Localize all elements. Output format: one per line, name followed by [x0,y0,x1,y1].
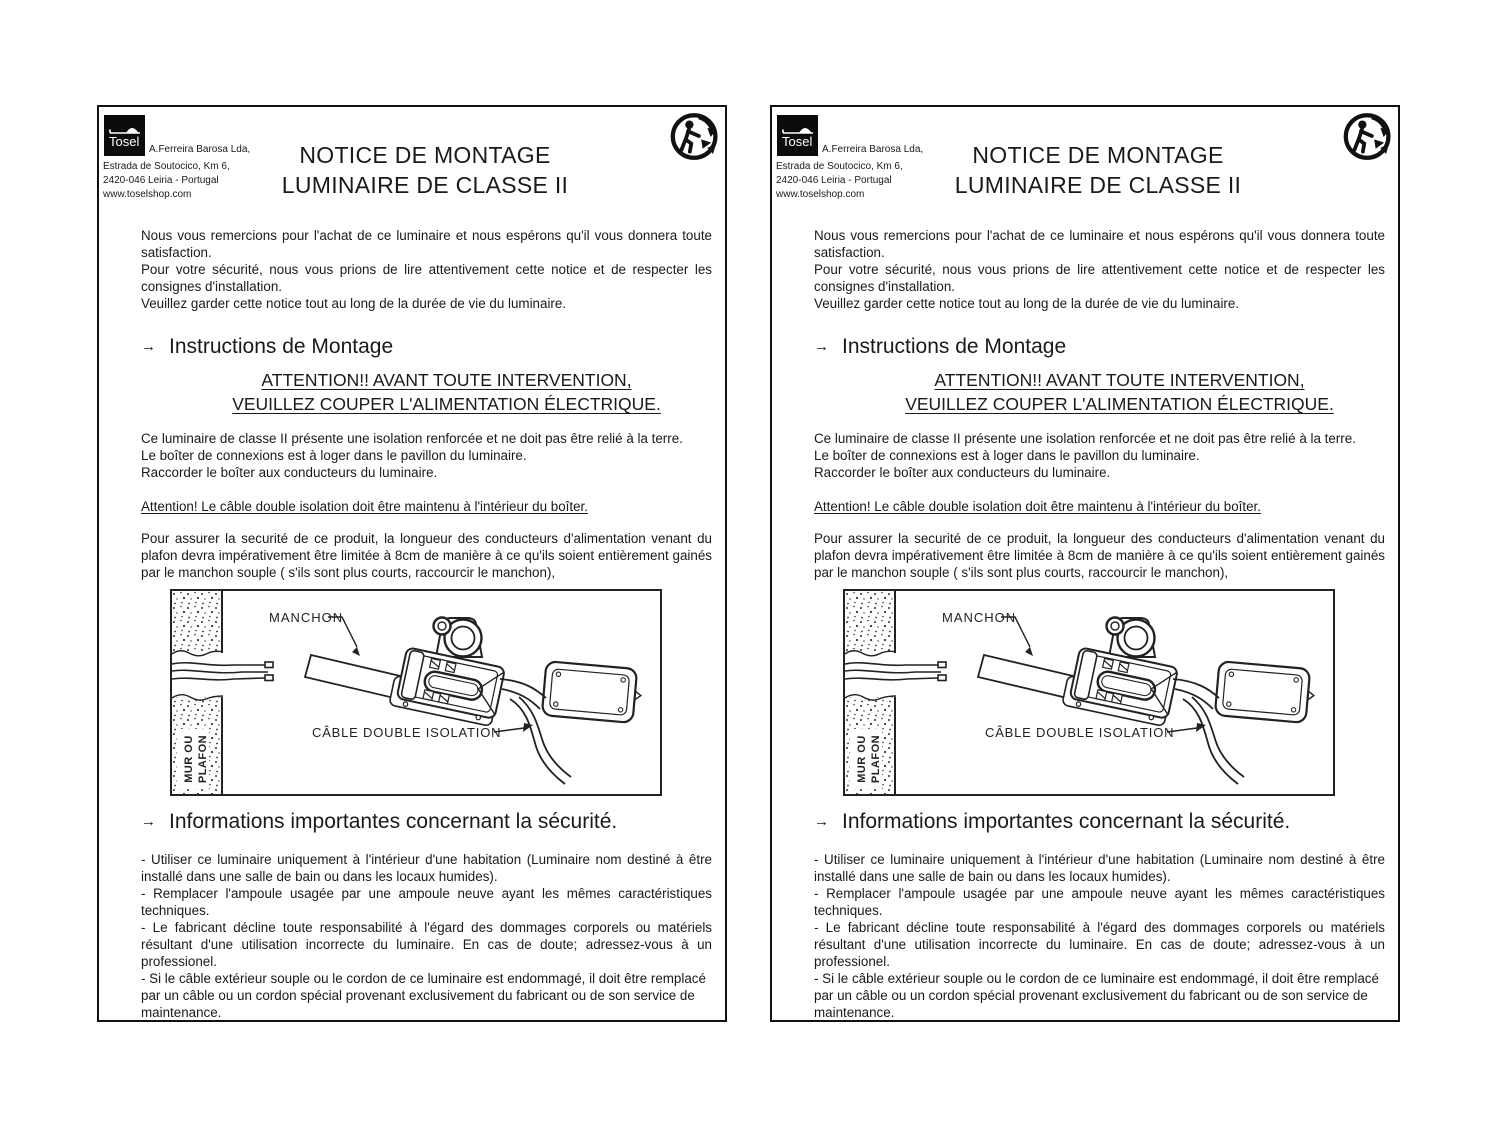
document-title [772,140,1398,200]
supply-wires [845,662,946,681]
body-line: Raccorder le boîter aux conducteurs du luminaire. [141,465,438,480]
hanging-ring [434,618,483,658]
arrow-bullet-icon: → [141,813,156,830]
intro-line: Veuillez garder cette notice tout au long de la durée de vie du luminaire. [814,296,1240,311]
class2-paragraph [141,430,712,481]
connection-box [389,646,505,727]
manchon-label: MANCHON [269,610,344,625]
notice-page-left [97,105,727,1022]
intro-paragraphs [141,227,712,312]
section-heading-text: Informations importantes concernant la sécurité. [842,810,1291,833]
wall-label [850,729,882,789]
address-line: 2420-046 Leiria - Portugal [776,175,892,186]
body-line: Ce luminaire de classe II présente une isolation renforcée et ne doit pas être relié à la terre. [814,431,1356,446]
triman-recycling-icon [669,110,723,163]
safety-bullet: - Utiliser ce luminaire uniquement à l'intérieur d'une habitation (Luminaire nom destiné à être installé dans une salle de bain ou dans les locaux humides). [141,852,712,884]
cable-label: CÂBLE DOUBLE ISOLATION [312,725,502,740]
address-line: Estrada de Soutocico, Km 6, [103,161,230,172]
logo-brand-text: Tosel [109,134,140,149]
supply-wires [172,662,273,681]
hanging-ring [1107,618,1156,658]
section-heading-text: Instructions de Montage [169,335,394,358]
cover-box [542,661,643,723]
intro-paragraphs [814,227,1385,312]
wall-label-line1: MUR OU [183,735,195,783]
website-url: www.toselshop.com [103,189,192,200]
section-heading-text: Informations importantes concernant la sécurité. [169,810,618,833]
safety-bullet: - Le fabricant décline toute responsabilité à l'égard des dommages corporels ou matériels résultant d'une utilisation incorrecte du luminaire. En cas de doute; adressez-vous à un professionel. [141,920,712,969]
installation-diagram [170,589,662,796]
sleeve-paragraph: Pour assurer la securité de ce produit, la longueur des conducteurs d'alimentation venant du plafon devra impérativement être limitée à 8cm de manière à ce qu'ils soient entièrement gainés par le manchon souple ( s'ils sont plus courts, raccourcir le manchon), [141,531,712,580]
warning-line-2: VEUILLEZ COUPER L'ALIMENTATION ÉLECTRIQUE. [232,394,661,414]
warning-line-1: ATTENTION!! AVANT TOUTE INTERVENTION, [261,370,632,390]
safety-bullet: - Si le câble extérieur souple ou le cordon de ce luminaire est endommagé, il doit être remplacé par un câble ou un cordon spécial provenant exclusivement du fabricant ou de son service de maintenance. [141,971,706,1020]
manchon-label: MANCHON [942,610,1017,625]
intro-line: Veuillez garder cette notice tout au long de la durée de vie du luminaire. [141,296,567,311]
safety-bullet-list [814,851,1385,1021]
section-heading-montage [814,334,1385,359]
section-heading-montage [141,334,712,359]
installation-diagram [843,589,1335,796]
safety-bullet: - Le fabricant décline toute responsabilité à l'égard des dommages corporels ou matériels résultant d'une utilisation incorrecte du luminaire. En cas de doute; adressez-vous à un professionel. [814,920,1385,969]
cable-label: CÂBLE DOUBLE ISOLATION [985,725,1175,740]
connection-box [1062,646,1178,727]
manchon-arrowhead [1025,647,1033,656]
warning-line-1: ATTENTION!! AVANT TOUTE INTERVENTION, [934,370,1305,390]
warning-block [814,368,1385,416]
attention-note: Attention! Le câble double isolation doit être maintenu à l'intérieur du boîter. [814,499,1261,514]
arrow-bullet-icon: → [814,813,829,830]
wall-label-line2: PLAFON [197,734,209,784]
safety-bullet: - Utiliser ce luminaire uniquement à l'intérieur d'une habitation (Luminaire nom destiné à être installé dans une salle de bain ou dans les locaux humides). [814,852,1385,884]
manchon-arrowhead [352,647,360,656]
safety-bullet: - Remplacer l'ampoule usagée par une ampoule neuve ayant les mêmes caractéristiques techniques. [141,886,712,918]
section-heading-text: Instructions de Montage [842,335,1067,358]
title-line-2: LUMINAIRE DE CLASSE II [281,172,569,198]
body-line: Le boîter de connexions est à loger dans le pavillon du luminaire. [141,448,527,463]
warning-line-2: VEUILLEZ COUPER L'ALIMENTATION ÉLECTRIQUE. [905,394,1334,414]
safety-bullet: - Remplacer l'ampoule usagée par une ampoule neuve ayant les mêmes caractéristiques techniques. [814,886,1385,918]
safety-bullet: - Si le câble extérieur souple ou le cordon de ce luminaire est endommagé, il doit être remplacé par un câble ou un cordon spécial provenant exclusivement du fabricant ou de son service de maintenance. [814,971,1379,1020]
diagram-drawing [845,591,1333,794]
safety-bullet-list [141,851,712,1021]
attention-note: Attention! Le câble double isolation doit être maintenu à l'intérieur du boîter. [141,499,588,514]
section-heading-securite [141,809,712,834]
triman-recycling-icon [1342,110,1396,163]
arrow-bullet-icon: → [141,338,156,355]
arrow-bullet-icon: → [814,338,829,355]
cover-box [1215,661,1316,723]
address-line: 2420-046 Leiria - Portugal [103,175,219,186]
sleeve-paragraph: Pour assurer la securité de ce produit, la longueur des conducteurs d'alimentation venant du plafon devra impérativement être limitée à 8cm de manière à ce qu'ils soient entièrement gainés par le manchon souple ( s'ils sont plus courts, raccourcir le manchon), [814,531,1385,580]
body-line: Ce luminaire de classe II présente une isolation renforcée et ne doit pas être relié à la terre. [141,431,683,446]
company-name: A.Ferreira Barosa Lda, [822,144,924,155]
document-title [99,140,725,200]
intro-line: Nous vous remercions pour l'achat de ce luminaire et nous espérons qu'il vous donnera toute satisfaction. [141,228,712,260]
title-line-2: LUMINAIRE DE CLASSE II [954,172,1242,198]
notice-page-right [770,105,1400,1022]
title-line-1: NOTICE DE MONTAGE [972,142,1224,168]
website-url: www.toselshop.com [776,189,865,200]
section-heading-securite [814,809,1385,834]
wall-label [177,729,209,789]
address-line: Estrada de Soutocico, Km 6, [776,161,903,172]
intro-line: Pour votre sécurité, nous vous prions de lire attentivement cette notice et de respecter les consignes d'installation. [141,262,712,294]
class2-paragraph [814,430,1385,481]
logo-brand-text: Tosel [782,134,813,149]
title-line-1: NOTICE DE MONTAGE [299,142,551,168]
intro-line: Pour votre sécurité, nous vous prions de lire attentivement cette notice et de respecter les consignes d'installation. [814,262,1385,294]
warning-block [141,368,712,416]
body-line: Le boîter de connexions est à loger dans le pavillon du luminaire. [814,448,1200,463]
wall-label-line2: PLAFON [870,734,882,784]
diagram-drawing [172,591,660,794]
body-line: Raccorder le boîter aux conducteurs du luminaire. [814,465,1111,480]
wall-label-line1: MUR OU [856,735,868,783]
intro-line: Nous vous remercions pour l'achat de ce luminaire et nous espérons qu'il vous donnera toute satisfaction. [814,228,1385,260]
company-name: A.Ferreira Barosa Lda, [149,144,251,155]
